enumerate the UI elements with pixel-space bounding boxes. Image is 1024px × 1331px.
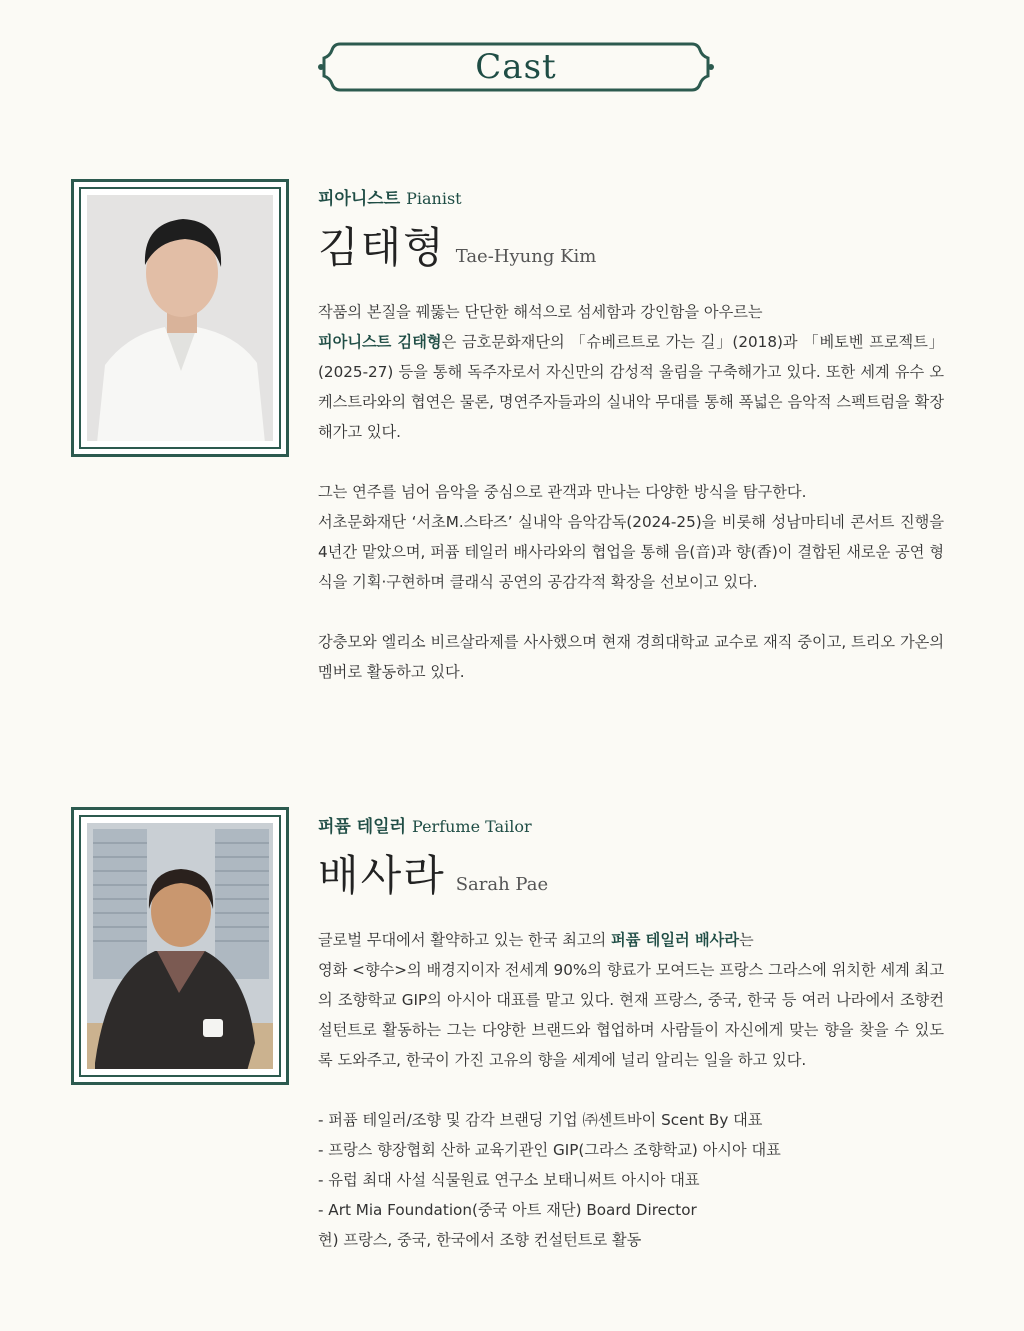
bio-text: 은 금호문화재단의 「슈베르트로 가는 길」(2018)과 「베토벤 프로젝트」(2025-27) 등을 통해 독주자로서 자신만의 감성적 울림을 구축해가고 있다. 또한 세계 유수 오케스트라와의 협연은 물론, 명연주자들과의 실내악 무대를 통해 폭넓은 음악적 스펙트럼을 확장해가고 있다. [318,333,944,441]
perfumer-photo [87,823,273,1069]
role-en: Perfume Tailor [412,817,532,836]
banner-title: Cast [475,47,557,87]
bio-text: 글로벌 무대에서 활약하고 있는 한국 최고의 [318,931,612,949]
perfumer-photo-frame [71,807,289,1085]
role-heading [318,812,944,837]
name-line [318,843,944,903]
role-ko: 퍼퓸 테일러 [318,817,407,837]
list-item: - 유럽 최대 사설 식물원료 연구소 보태니써트 아시아 대표 [318,1171,700,1189]
bio-paragraph-1 [318,297,944,447]
pianist-photo [87,195,273,441]
list-item: 현) 프랑스, 중국, 한국에서 조향 컨설턴트로 활동 [318,1231,642,1249]
pianist-bio [318,184,944,687]
bio-paragraph-2 [318,477,944,597]
cast-banner [318,38,714,96]
list-item: - 퍼퓸 테일러/조향 및 감각 브랜딩 기업 ㈜센트바이 Scent By 대표 [318,1111,763,1129]
list-item: - 프랑스 향장협회 산하 교육기관인 GIP(그라스 조향학교) 아시아 대표 [318,1141,781,1159]
bio-text: 서초문화재단 ‘서초M.스타즈’ 실내악 음악감독(2024-25)을 비롯해 성남마티네 콘서트 진행을 4년간 맡았으며, 퍼퓸 테일러 배사라와의 협업을 통해 음(音)과 향(香)이 결합된 새로운 공연 형식을 기획·구현하며 클래식 공연의 공감각적 확장을 선보이고 있다. [318,513,944,591]
name-line [318,215,944,275]
bio-highlight: 피아니스트 김태형 [318,333,442,351]
name-ko: 배사라 [318,851,446,900]
perfumer-bio [318,812,944,1255]
bio-text: 작품의 본질을 꿰뚫는 단단한 해석으로 섬세함과 강인함을 아우르는 [318,303,763,321]
bio-text: 영화 <향수>의 배경지이자 전세계 90%의 향료가 모여드는 프랑스 그라스에 위치한 세계 최고의 조향학교 GIP의 아시아 대표를 맡고 있다. 현재 프랑스, 중국, 한국 등 여러 나라에서 조향컨설턴트로 활동하는 그는 다양한 브랜드와 협업하며 사람들이 자신에게 맞는 향을 찾을 수 있도록 도와주고, 한국이 가진 고유의 향을 세계에 널리 알리는 일을 하고 있다. [318,961,944,1069]
role-heading [318,184,944,209]
name-en: Tae-Hyung Kim [455,246,597,267]
bio-paragraph-3: 강충모와 엘리소 비르살라제를 사사했으며 현재 경희대학교 교수로 재직 중이고, 트리오 가온의 멤버로 활동하고 있다. [318,633,944,681]
name-ko: 김태형 [318,223,446,272]
role-ko: 피아니스트 [318,189,401,209]
list-item: - Art Mia Foundation(중국 아트 재단) Board Director [318,1201,697,1219]
bio-text: 는 [739,931,754,949]
bio-text: 그는 연주를 넘어 음악을 중심으로 관객과 만나는 다양한 방식을 탐구한다. [318,483,807,501]
credits-list [318,1105,944,1255]
bio-paragraph-1 [318,925,944,1075]
name-en: Sarah Pae [455,874,549,895]
pianist-photo-frame [71,179,289,457]
role-en: Pianist [406,189,462,208]
bio-highlight: 퍼퓸 테일러 배사라 [611,931,739,949]
